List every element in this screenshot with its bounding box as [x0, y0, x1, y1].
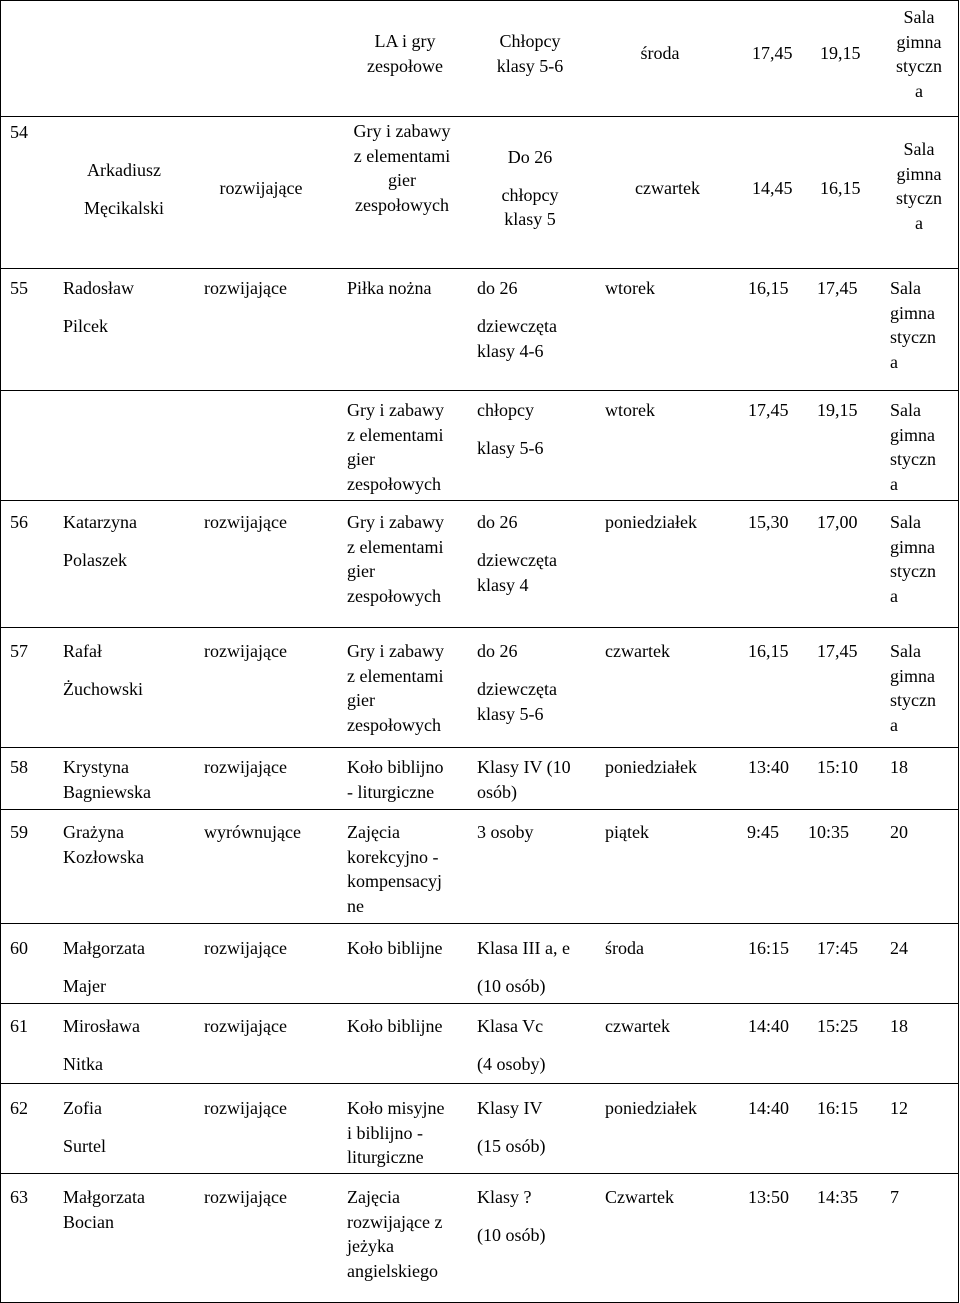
- table-border-vertical: [958, 0, 959, 1302]
- room-cell: gimna: [890, 302, 935, 323]
- activity-cell: Koło misyjne: [347, 1098, 445, 1118]
- group-cell: klasy 5: [504, 209, 556, 229]
- teacher-surname: Bocian: [63, 1211, 114, 1232]
- room-cell: a: [890, 473, 898, 494]
- activity-cell: Gry i zabawy: [347, 400, 444, 420]
- room-cell: Sala: [903, 7, 935, 27]
- activity-cell: liturgiczne: [347, 1147, 424, 1167]
- day-cell: poniedziałek: [605, 1098, 697, 1118]
- group-cell: klasy 4: [477, 574, 529, 595]
- teacher-name: Małgorzata: [63, 1187, 145, 1207]
- type-cell: rozwijające: [204, 1187, 287, 1207]
- group-cell: chłopcy: [477, 400, 534, 420]
- time-from-cell: 16,15: [748, 278, 789, 298]
- group-cell: do 26: [477, 641, 518, 661]
- room-cell: Sala: [890, 641, 921, 661]
- time-from-cell: 13:40: [748, 757, 790, 777]
- room-cell: styczn: [890, 327, 936, 347]
- row-number: 55: [10, 278, 28, 298]
- teacher-surname: Majer: [63, 976, 106, 996]
- room-cell: 18: [890, 1016, 908, 1036]
- group-cell: Klasy IV (10: [477, 757, 571, 777]
- activity-cell: zespołowych: [347, 714, 441, 735]
- time-to-cell: 10:35: [808, 822, 850, 842]
- room-cell: 20: [890, 822, 908, 842]
- activity-cell: Piłka nożna: [347, 278, 432, 298]
- activity-cell: Zajęcia: [347, 822, 400, 842]
- time-from-cell: 15,30: [748, 512, 789, 532]
- group-cell: klasy 5-6: [477, 703, 544, 724]
- activity-cell: Koło biblijne: [347, 938, 443, 958]
- row-number: 57: [10, 641, 28, 661]
- group-cell: do 26: [477, 512, 518, 532]
- room-cell: 18: [890, 757, 908, 777]
- activity-cell: ne: [347, 895, 364, 916]
- type-cell: rozwijające: [219, 178, 303, 198]
- room-cell: a: [915, 212, 923, 233]
- activity-cell: zespołowych: [347, 473, 441, 494]
- time-from-cell: 14:40: [748, 1098, 790, 1118]
- room-cell: Sala: [890, 512, 921, 532]
- group-cell: (15 osób): [477, 1136, 546, 1156]
- room-cell: Sala: [890, 400, 921, 420]
- row-divider: [0, 1003, 959, 1004]
- teacher-surname: Nitka: [63, 1054, 103, 1074]
- room-cell: 12: [890, 1098, 908, 1118]
- activity-cell: gier: [347, 561, 375, 581]
- activity-cell: z elementami: [347, 424, 444, 445]
- room-cell: 7: [890, 1187, 899, 1207]
- row-number: 60: [10, 938, 28, 958]
- room-cell: gimna: [890, 665, 935, 686]
- type-cell: rozwijające: [204, 641, 287, 661]
- type-cell: wyrównujące: [204, 822, 301, 842]
- room-cell: gimna: [890, 424, 935, 445]
- room-cell: a: [915, 80, 923, 101]
- activity-cell: zespołowych: [355, 194, 449, 215]
- row-number: 62: [10, 1098, 28, 1118]
- teacher-name: Małgorzata: [63, 938, 145, 958]
- activity-cell: jeżyka: [347, 1236, 394, 1256]
- day-cell: środa: [605, 938, 644, 958]
- type-cell: rozwijające: [204, 938, 287, 958]
- time-to-cell: 19,15: [820, 43, 861, 63]
- teacher-name: Mirosława: [63, 1016, 140, 1036]
- table-border-vertical: [0, 0, 1, 1302]
- time-to-cell: 15:10: [817, 757, 859, 777]
- group-cell: Klasy IV: [477, 1098, 543, 1118]
- time-to-cell: 17,45: [817, 641, 858, 661]
- group-cell: Klasa III a, e: [477, 938, 570, 958]
- activity-cell: z elementami: [347, 665, 444, 686]
- room-cell: gimna: [896, 163, 942, 184]
- row-divider: [0, 627, 959, 628]
- activity-cell: Koło biblijno: [347, 757, 444, 777]
- row-divider: [0, 923, 959, 924]
- teacher-name: Krystyna: [63, 757, 129, 777]
- row-divider: [0, 0, 959, 1]
- group-cell: (10 osób): [477, 1225, 546, 1245]
- room-cell: 24: [890, 938, 908, 958]
- activity-cell: gier: [347, 449, 375, 469]
- activity-cell: korekcyjno -: [347, 846, 439, 867]
- room-cell: Sala: [890, 278, 921, 298]
- type-cell: rozwijające: [204, 512, 287, 532]
- room-cell: styczn: [890, 449, 936, 469]
- time-to-cell: 15:25: [817, 1016, 859, 1036]
- time-from-cell: 16,15: [748, 641, 789, 661]
- group-cell: osób): [477, 781, 517, 802]
- activity-cell: z elementami: [347, 536, 444, 557]
- activity-cell: zespołowych: [347, 585, 441, 606]
- room-cell: styczn: [890, 690, 936, 710]
- day-cell: środa: [640, 43, 680, 63]
- group-cell: Do 26: [507, 147, 553, 167]
- type-cell: rozwijające: [204, 278, 287, 298]
- group-cell: 3 osoby: [477, 822, 534, 842]
- time-to-cell: 17,45: [817, 278, 858, 298]
- type-cell: rozwijające: [204, 1098, 287, 1118]
- teacher-name: Rafał: [63, 641, 102, 661]
- day-cell: czwartek: [605, 1016, 670, 1036]
- row-divider: [0, 1083, 959, 1084]
- room-cell: styczn: [896, 56, 942, 76]
- day-cell: poniedziałek: [605, 757, 697, 777]
- time-to-cell: 14:35: [817, 1187, 859, 1207]
- time-from-cell: 16:15: [748, 938, 790, 958]
- activity-cell: rozwijające z: [347, 1211, 443, 1232]
- teacher-surname: Surtel: [63, 1136, 106, 1156]
- teacher-surname: Pilcek: [63, 316, 108, 336]
- room-cell: Sala: [903, 139, 935, 159]
- row-number: 59: [10, 822, 28, 842]
- time-to-cell: 16:15: [817, 1098, 859, 1118]
- activity-cell: LA i gry: [374, 31, 436, 51]
- activity-cell: Gry i zabawy: [347, 512, 444, 532]
- teacher-surname: Męcikalski: [84, 198, 164, 218]
- activity-cell: gier: [388, 170, 416, 190]
- activity-cell: Koło biblijne: [347, 1016, 443, 1036]
- group-cell: dziewczęta: [477, 316, 557, 336]
- group-cell: (10 osób): [477, 976, 546, 996]
- day-cell: Czwartek: [605, 1187, 674, 1207]
- group-cell: klasy 5-6: [496, 55, 564, 76]
- day-cell: wtorek: [605, 278, 655, 298]
- time-to-cell: 17:45: [817, 938, 859, 958]
- room-cell: gimna: [890, 536, 935, 557]
- row-divider: [0, 116, 959, 117]
- activity-cell: - liturgiczne: [347, 781, 435, 802]
- time-from-cell: 14:40: [748, 1016, 790, 1036]
- activity-cell: zespołowe: [367, 55, 443, 76]
- group-cell: klasy 5-6: [477, 438, 544, 458]
- group-cell: (4 osoby): [477, 1054, 546, 1074]
- row-divider: [0, 747, 959, 748]
- time-from-cell: 17,45: [748, 400, 789, 420]
- activity-cell: angielskiego: [347, 1260, 438, 1281]
- teacher-surname: Bagniewska: [63, 781, 151, 802]
- day-cell: czwartek: [605, 641, 670, 661]
- type-cell: rozwijające: [204, 757, 287, 777]
- group-cell: Chłopcy: [499, 31, 561, 51]
- teacher-name: Katarzyna: [63, 512, 137, 532]
- teacher-name: Grażyna: [63, 822, 124, 842]
- day-cell: wtorek: [605, 400, 655, 420]
- time-from-cell: 9:45: [747, 822, 780, 842]
- group-cell: dziewczęta: [477, 679, 557, 699]
- time-to-cell: 16,15: [820, 178, 861, 198]
- group-cell: Klasy ?: [477, 1187, 532, 1207]
- room-cell: a: [890, 585, 898, 606]
- room-cell: gimna: [896, 31, 942, 52]
- row-divider: [0, 1173, 959, 1174]
- day-cell: poniedziałek: [605, 512, 697, 532]
- room-cell: styczn: [890, 561, 936, 581]
- row-divider: [0, 268, 959, 269]
- room-cell: styczn: [896, 188, 942, 208]
- row-number: 61: [10, 1016, 28, 1036]
- row-divider: [0, 809, 959, 810]
- row-divider: [0, 500, 959, 501]
- teacher-name: Radosław: [63, 278, 134, 298]
- day-cell: piątek: [605, 822, 649, 842]
- time-to-cell: 17,00: [817, 512, 858, 532]
- group-cell: chłopcy: [501, 185, 559, 205]
- time-from-cell: 14,45: [752, 178, 793, 198]
- activity-cell: i biblijno -: [347, 1122, 423, 1143]
- row-number: 54: [10, 122, 28, 142]
- time-to-cell: 19,15: [817, 400, 858, 420]
- group-cell: do 26: [477, 278, 518, 298]
- teacher-surname: Polaszek: [63, 550, 127, 570]
- time-from-cell: 17,45: [752, 43, 793, 63]
- teacher-surname: Żuchowski: [63, 679, 143, 699]
- room-cell: a: [890, 714, 898, 735]
- activity-cell: gier: [347, 690, 375, 710]
- row-number: 56: [10, 512, 28, 532]
- room-cell: a: [890, 351, 898, 372]
- group-cell: klasy 4-6: [477, 340, 544, 361]
- row-number: 63: [10, 1187, 28, 1207]
- time-from-cell: 13:50: [748, 1187, 790, 1207]
- row-divider: [0, 390, 959, 391]
- activity-cell: Zajęcia: [347, 1187, 400, 1207]
- activity-cell: z elementami: [353, 145, 451, 166]
- group-cell: dziewczęta: [477, 550, 557, 570]
- group-cell: Klasa Vc: [477, 1016, 544, 1036]
- teacher-surname: Kozłowska: [63, 846, 144, 867]
- activity-cell: kompensacyj: [347, 871, 442, 891]
- type-cell: rozwijające: [204, 1016, 287, 1036]
- teacher-name: Arkadiusz: [87, 160, 161, 180]
- day-cell: czwartek: [635, 178, 700, 198]
- activity-cell: Gry i zabawy: [353, 121, 451, 141]
- row-number: 58: [10, 757, 28, 777]
- teacher-name: Zofia: [63, 1098, 102, 1118]
- activity-cell: Gry i zabawy: [347, 641, 444, 661]
